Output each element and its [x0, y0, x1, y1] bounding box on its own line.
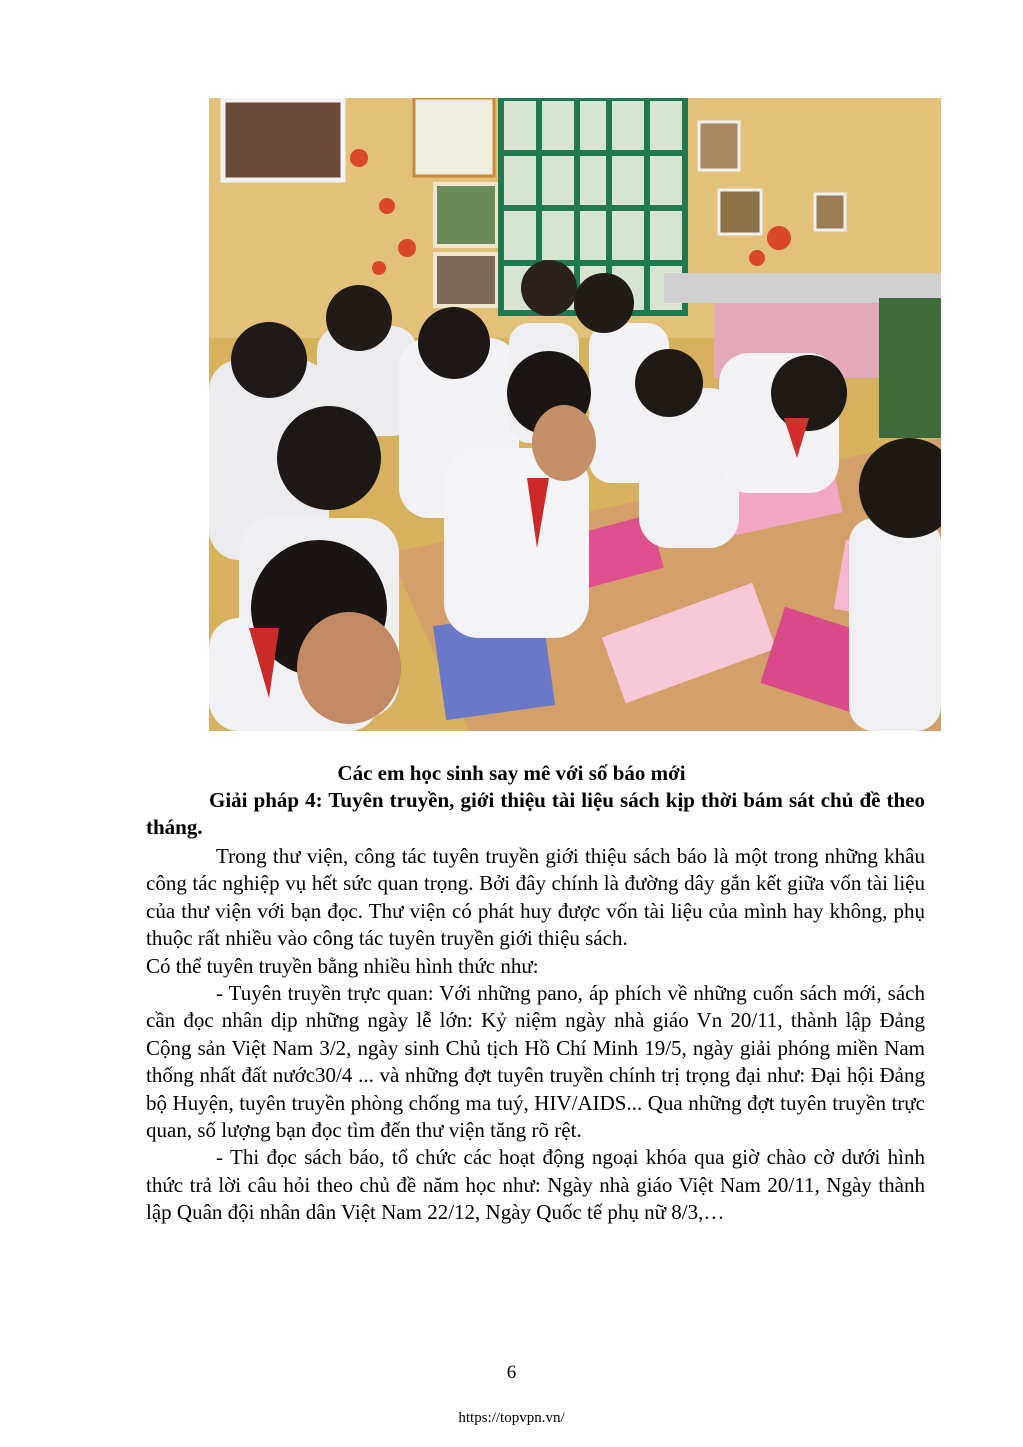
paragraph: - Thi đọc sách báo, tổ chức các hoạt động ngoại khóa qua giờ chào cờ dưới hình thức trả lời câu hỏi theo chủ đề năm học như: Ngày nhà giáo Việt Nam 20/11, Ngày thành lập Quân đội nhân dân Việt Nam 22/12, Ngày Quốc tế phụ nữ 8/3,… [146, 1145, 925, 1225]
paragraph: Có thể tuyên truyền bằng nhiều hình thức như: [146, 953, 539, 978]
footer-url[interactable]: https://topvpn.vn/ [458, 1410, 565, 1426]
paragraph: - Tuyên truyền trực quan: Với những pano, áp phích về những cuốn sách mới, sách cần đọc nhân dịp những ngày lễ lớn: Kỷ niệm ngày nhà giáo Vn 20/11, thành lập Đảng Cộng sản Việt Nam 3/2, ngày sinh Chủ tịch Hồ Chí Minh 19/5, ngày giải phóng miền Nam thống nhất đất nước30/4 ... và những đợt tuyên truyền chính trị trọng đại như: Đại hội Đảng bộ Huyện, tuyên truyền phòng chống ma tuý, HIV/AIDS... Qua những đợt tuyên truyền trực quan, số lượng bạn đọc tìm đến thư viện tăng rõ rệt. [146, 981, 925, 1143]
photo-caption: Các em học sinh say mê với số báo mới [337, 761, 686, 785]
section-heading: Giải pháp 4: Tuyên truyền, giới thiệu tài liệu sách kịp thời bám sát chủ đề theo tháng. [146, 788, 925, 840]
body-text [146, 843, 925, 1227]
photo-illustration [209, 98, 941, 731]
paragraph: Trong thư viện, công tác tuyên truyền giới thiệu sách báo là một trong những khâu công tác nghiệp vụ hết sức quan trọng. Bởi đây chính là đường dây gắn kết giữa vốn tài liệu của thư viện với bạn đọc. Thư viện có phát huy được vốn tài liệu của mình hay không, phụ thuộc rất nhiều vào công tác tuyên truyền giới thiệu sách. [146, 844, 925, 951]
page-number: 6 [506, 1362, 517, 1383]
students-reading-photo [209, 98, 941, 731]
